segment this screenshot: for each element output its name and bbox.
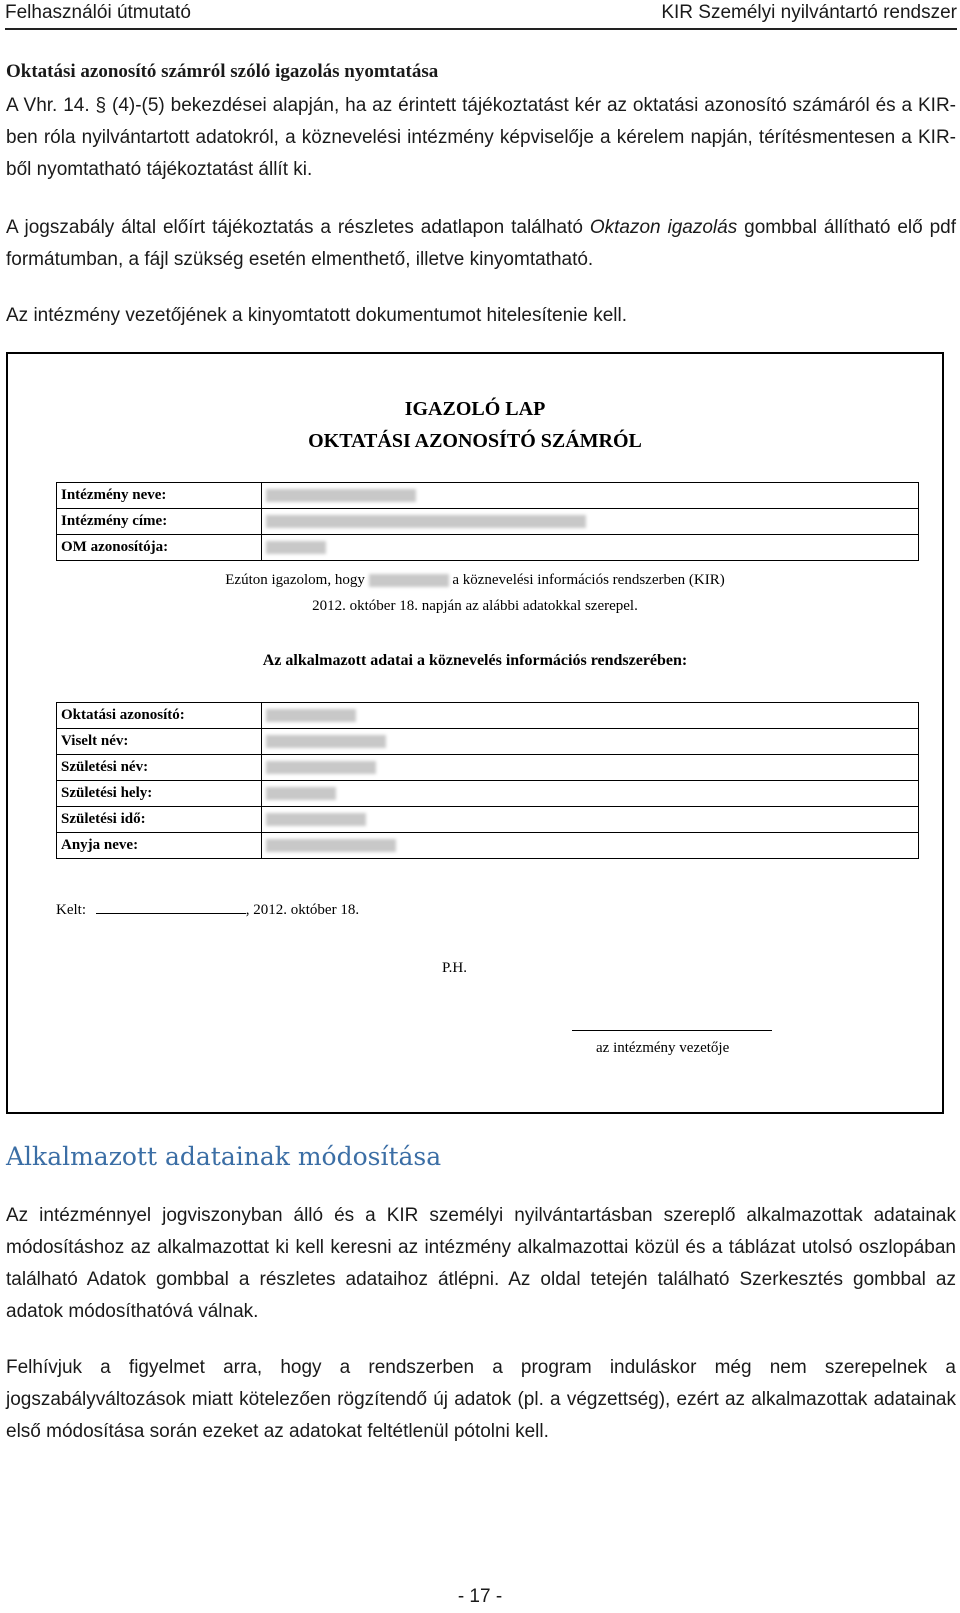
table-row: Születési idő: — [57, 807, 919, 833]
table-row: Intézmény címe: — [57, 509, 919, 535]
kelt-line: Kelt: , 2012. október 18. — [56, 902, 360, 918]
table-row: Viselt név: — [57, 729, 919, 755]
ph-stamp-label: P.H. — [442, 960, 468, 976]
paragraph-modositas: Az intézménnyel jogviszonyban álló és a KIR személyi nyilvántartásban szereplő alkalmazottak adatainak módosításhoz az alkalmazottat ki kell keresni az intézmény alkalmazottai közül és a táblázat utolsó oszlopában található Adatok gombbal a részletes adataihoz átlépni. Az oldal tetején található Szerkesztés gombbal az adatok módosíthatóvá válnak. — [6, 1205, 956, 1322]
header-right: KIR Személyi nyilvántartó rendszer — [661, 2, 957, 23]
page-number: - 17 - — [457, 1586, 503, 1607]
certificate-subtitle: OKTATÁSI AZONOSÍTÓ SZÁMRÓL — [308, 430, 642, 452]
paragraph-jogszabaly: A jogszabály által előírt tájékoztatás a részletes adatlapon található Oktazon igazolás gombbal állítható elő pdf formátumban, a fájl szükség esetén elmenthető, illetve kinyomtatható. — [6, 217, 957, 270]
oktazon-button-name: Oktazon igazolás — [589, 217, 738, 238]
paragraph-figyelem: Felhívjuk a figyelmet arra, hogy a rendszerben a program induláskor még nem szerepelnek a jogszabályváltozások miatt kötelezően rögzítendő új adatok (pl. a végzettség), ezért az alkalmazottak adatainak első módosítása során ezeket az adatokat feltétlenül pótolni kell. — [6, 1357, 956, 1442]
institution-table — [56, 482, 919, 561]
page-header — [5, 0, 957, 30]
signature-line — [572, 1030, 772, 1031]
signature-label: az intézmény vezetője — [596, 1040, 730, 1056]
table-row: Születési név: — [57, 755, 919, 781]
certificate-statement: Ezúton igazolom, hogy a köznevelési információs rendszerben (KIR) — [225, 572, 725, 588]
table-row: Intézmény neve: — [57, 483, 919, 509]
section-heading-modositas: Alkalmazott adatainak módosítása — [6, 1142, 442, 1171]
table-row: OM azonosítója: — [57, 535, 919, 561]
certificate-title: IGAZOLÓ LAP — [404, 398, 546, 420]
table-row: Születési hely: — [57, 781, 919, 807]
section-heading-oktazon: Oktatási azonosító számról szóló igazolás nyomtatása — [6, 61, 439, 82]
header-left: Felhasználói útmutató — [5, 2, 191, 23]
table-row: Oktatási azonosító: — [57, 703, 919, 729]
certificate-image — [6, 352, 944, 1114]
paragraph-vhr: A Vhr. 14. § (4)-(5) bekezdései alapján, ha az érintett tájékoztatást kér az oktatási azonosító számáról és a KIR-ben róla nyilvántartott adatokról, a köznevelési intézmény képviselője a kérelem napján, térítésmentesen a KIR-ből nyomtatható tájékoztatást állít ki. — [6, 95, 956, 180]
employee-table — [56, 702, 919, 859]
table-row: Anyja neve: — [57, 833, 919, 859]
employee-section-title: Az alkalmazott adatai a köznevelés információs rendszerében: — [262, 652, 688, 669]
kelt-blank — [96, 913, 246, 914]
certificate-statement-date: 2012. október 18. napján az alábbi adatokkal szerepel. — [312, 598, 638, 614]
paragraph-hitelesites: Az intézmény vezetőjének a kinyomtatott dokumentumot hitelesítenie kell. — [6, 305, 627, 326]
